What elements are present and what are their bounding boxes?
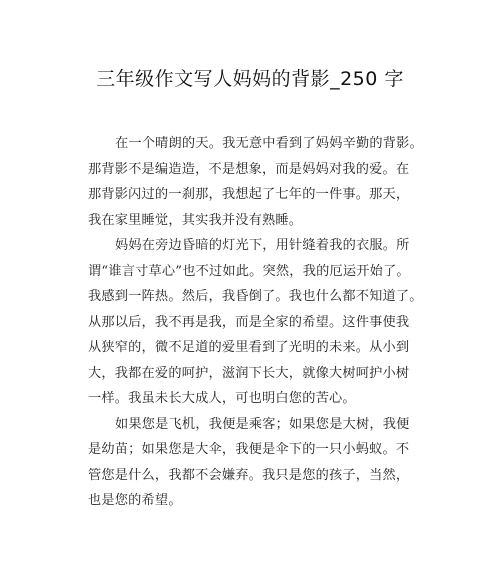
document-title: 三年级作文写人妈妈的背影_250 字 [96,68,404,90]
text-line: 谓“谁言寸草心”也不过如此。突然，我的厄运开始了。 [88,263,410,279]
text-line: 是幼苗；如果您是大伞，我便是伞下的一只小蚂蚁。不 [88,442,410,457]
text-line: 我感到一阵热。然后，我昏倒了。我也什么都不知道了。 [88,289,423,304]
text-line: 大，我都在爱的呵护，滋润下长大，就像大树呵护小树 [88,365,410,381]
text-line: 一样。我虽未长大成人，可也明白您的苦心。 [88,391,356,406]
paragraph-1 [88,131,424,233]
text-line: 我在家里睡觉，其实我并没有熟睡。 [88,212,303,228]
text-line: 那背影闪过的一刹那，我想起了七年的一件事。那天， [88,187,410,202]
text-line: 从那以后，我不再是我，而是全家的希望。这件事使我 [88,314,410,330]
document-body [88,131,424,514]
text-line: 妈妈在旁边昏暗的灯光下，用针缝着我的衣服。所 [115,238,410,253]
text-line: 在一个晴朗的天。我无意中看到了妈妈辛勤的背影。 [115,136,423,151]
text-line: 管您是什么，我都不会嫌弃。我只是您的孩子，当然， [88,467,410,483]
text-line: 那背影不是编造造，不是想象，而是妈妈对我的爱。在 [88,161,410,177]
text-line: 如果您是飞机，我便是乘客；如果您是大树，我便 [115,416,410,432]
paragraph-2 [88,233,424,412]
text-line: 也是您的希望。 [88,493,182,508]
paragraph-3 [88,412,424,514]
text-line: 从狭窄的，微不足道的爱里看到了光明的未来。从小到 [88,340,410,355]
